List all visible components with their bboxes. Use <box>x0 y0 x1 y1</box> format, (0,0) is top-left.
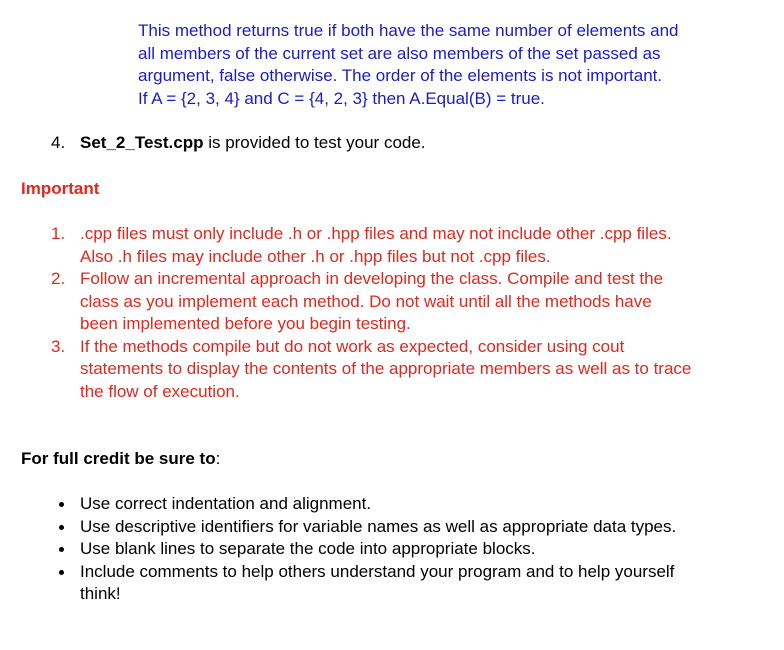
list-item-line: If the methods compile but do not work as expected, consider using cout <box>80 336 625 356</box>
list-item-description: is provided to test your code. <box>203 133 426 152</box>
credit-item-4 <box>0 561 784 606</box>
credit-item-3 <box>0 538 784 561</box>
list-item-line: Use blank lines to separate the code into appropriate blocks. <box>80 539 536 558</box>
list-item-number: 1. <box>51 224 66 243</box>
method-description-line: If A = {2, 3, 4} and C = {4, 2, 3} then A.Equal(B) = true. <box>138 88 545 108</box>
method-description-line: argument, false otherwise. The order of the elements is not important. <box>138 66 663 85</box>
bullet-icon <box>59 547 64 552</box>
important-item-2 <box>0 268 784 336</box>
list-item-line: Use descriptive identifiers for variable names as well as appropriate data types. <box>80 516 677 536</box>
list-item-line: the flow of execution. <box>80 381 240 401</box>
bullet-icon <box>59 525 64 530</box>
important-item-3 <box>0 336 784 404</box>
method-description-line: all members of the current set are also members of the set passed as <box>138 43 661 63</box>
credit-list <box>0 493 784 606</box>
important-heading: Important <box>21 179 100 198</box>
list-item-text <box>80 132 426 155</box>
method-description <box>138 20 778 110</box>
list-item-line: Follow an incremental approach in developing the class. Compile and test the <box>80 269 664 288</box>
list-item-number: 2. <box>51 269 66 288</box>
credit-item-1 <box>0 493 784 516</box>
important-item-1 <box>0 223 784 268</box>
list-item-line: been implemented before you begin testing. <box>80 314 411 333</box>
credit-heading <box>21 448 220 471</box>
list-item-line: statements to display the contents of the appropriate members as well as to trace <box>80 359 692 378</box>
list-item-line: think! <box>80 584 121 603</box>
list-item-line: .cpp files must only include .h or .hpp files and may not include other .cpp files. <box>80 224 672 243</box>
credit-heading-colon: : <box>215 449 221 468</box>
important-list <box>0 223 784 403</box>
list-item-line: Use correct indentation and alignment. <box>80 494 372 513</box>
credit-item-2 <box>0 516 784 539</box>
list-item-line: Also .h files may include other .h or .hpp files but not .cpp files. <box>80 246 551 266</box>
list-item-number: 4. <box>51 133 66 152</box>
bullet-icon <box>59 570 64 575</box>
list-item-line: class as you implement each method. Do not wait until all the methods have <box>80 291 652 311</box>
test-filename: Set_2_Test.cpp <box>80 133 204 152</box>
list-item-number: 3. <box>51 336 66 356</box>
credit-heading-bold: For full credit be sure to <box>21 449 216 468</box>
method-description-line: This method returns true if both have the same number of elements and <box>138 21 679 40</box>
list-item-line: Include comments to help others understand your program and to help yourself <box>80 561 675 581</box>
bullet-icon <box>59 502 64 507</box>
